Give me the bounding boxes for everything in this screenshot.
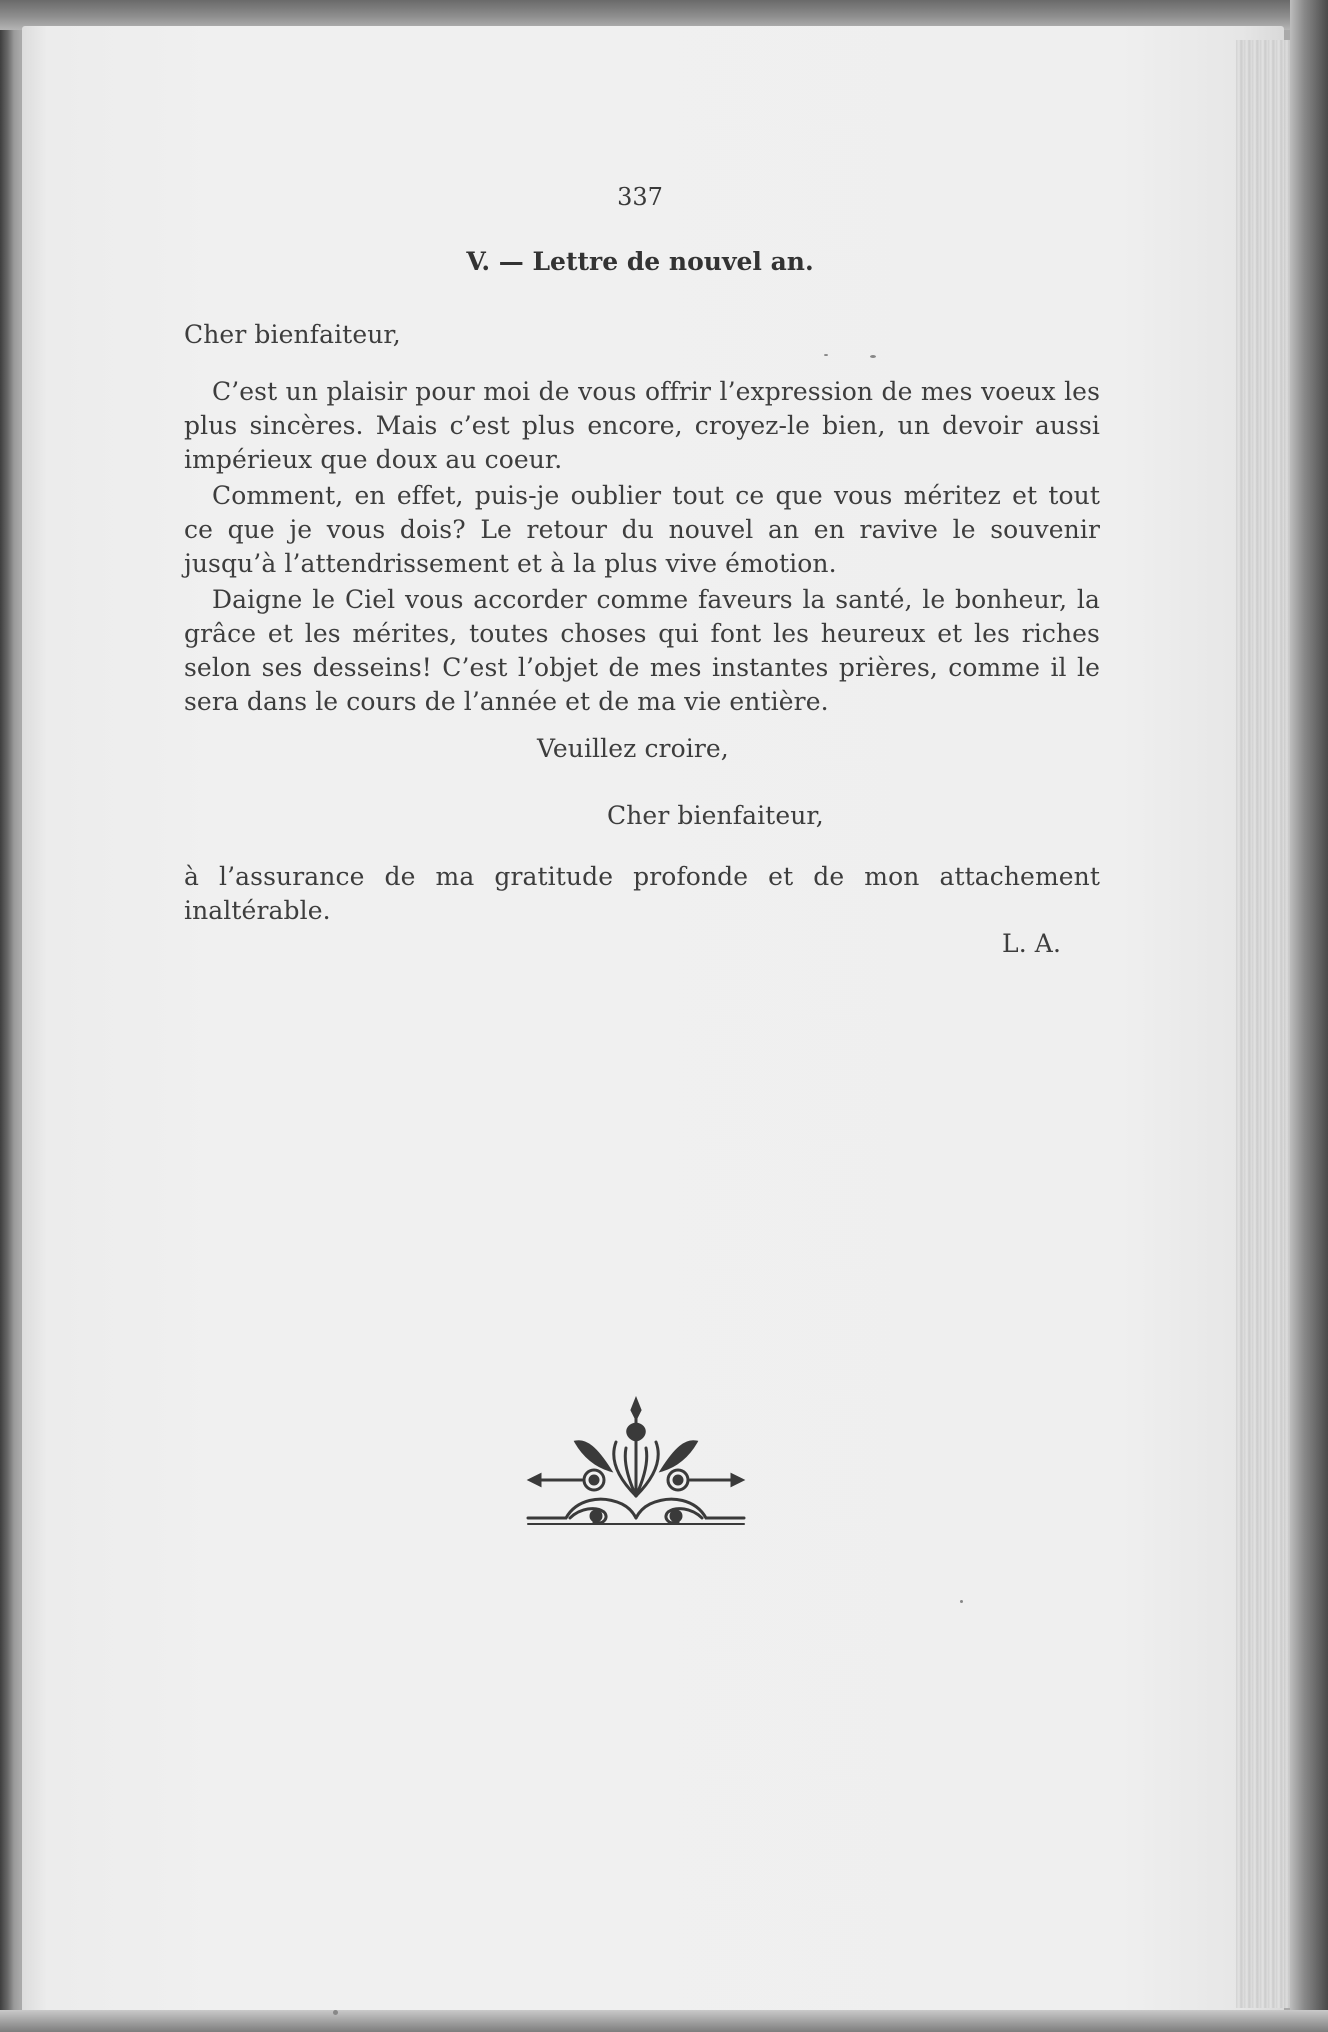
closing-line-2: Cher bienfaiteur,: [607, 801, 824, 830]
scan-speck: [960, 1600, 963, 1603]
paragraph-3-text: Daigne le Ciel vous accorder comme faveurs la santé, le bonheur, la grâce et les mérites, toutes choses qui font les heureux et les riches selon ses desseins! C’est l’objet de mes instantes prières, comme il le sera dans le cours de l’année et de ma vie entière.: [184, 585, 1100, 716]
paragraph-1: [184, 375, 1100, 477]
fleuron-ornament-icon: [526, 1396, 746, 1536]
closing-line-1: Veuillez croire,: [537, 734, 729, 763]
scan-speck: [333, 2010, 338, 2015]
paragraph-2-text: Comment, en effet, puis-je oublier tout ce que vous méritez et tout ce que je vous dois? Le retour du nouvel an en ravive le souvenir jusqu’à l’attendrissement et à la plus vive émotion.: [184, 481, 1100, 578]
scan-right-border: [1290, 0, 1328, 2032]
page-number: 337: [617, 183, 663, 211]
scan-bottom-band: [0, 2010, 1328, 2032]
letter-heading: V. — Lettre de nouvel an.: [466, 247, 814, 276]
paragraph-2: [184, 479, 1100, 581]
signature: L. A.: [1002, 929, 1061, 958]
paragraph-1-text: C’est un plaisir pour moi de vous offrir l’expression de mes voeux les plus sincères. Mais c’est plus encore, croyez-le bien, un devoir aussi impérieux que doux au coeur.: [184, 377, 1100, 474]
closing-line-3: à l’assurance de ma gratitude profonde et de mon attachement inaltérable.: [184, 862, 1100, 925]
scan-speck: [870, 355, 876, 358]
page-stack-edges: [1236, 40, 1290, 2008]
salutation: Cher bienfaiteur,: [184, 320, 401, 349]
scan-speck: [824, 354, 828, 356]
paragraph-3: [184, 583, 1100, 719]
